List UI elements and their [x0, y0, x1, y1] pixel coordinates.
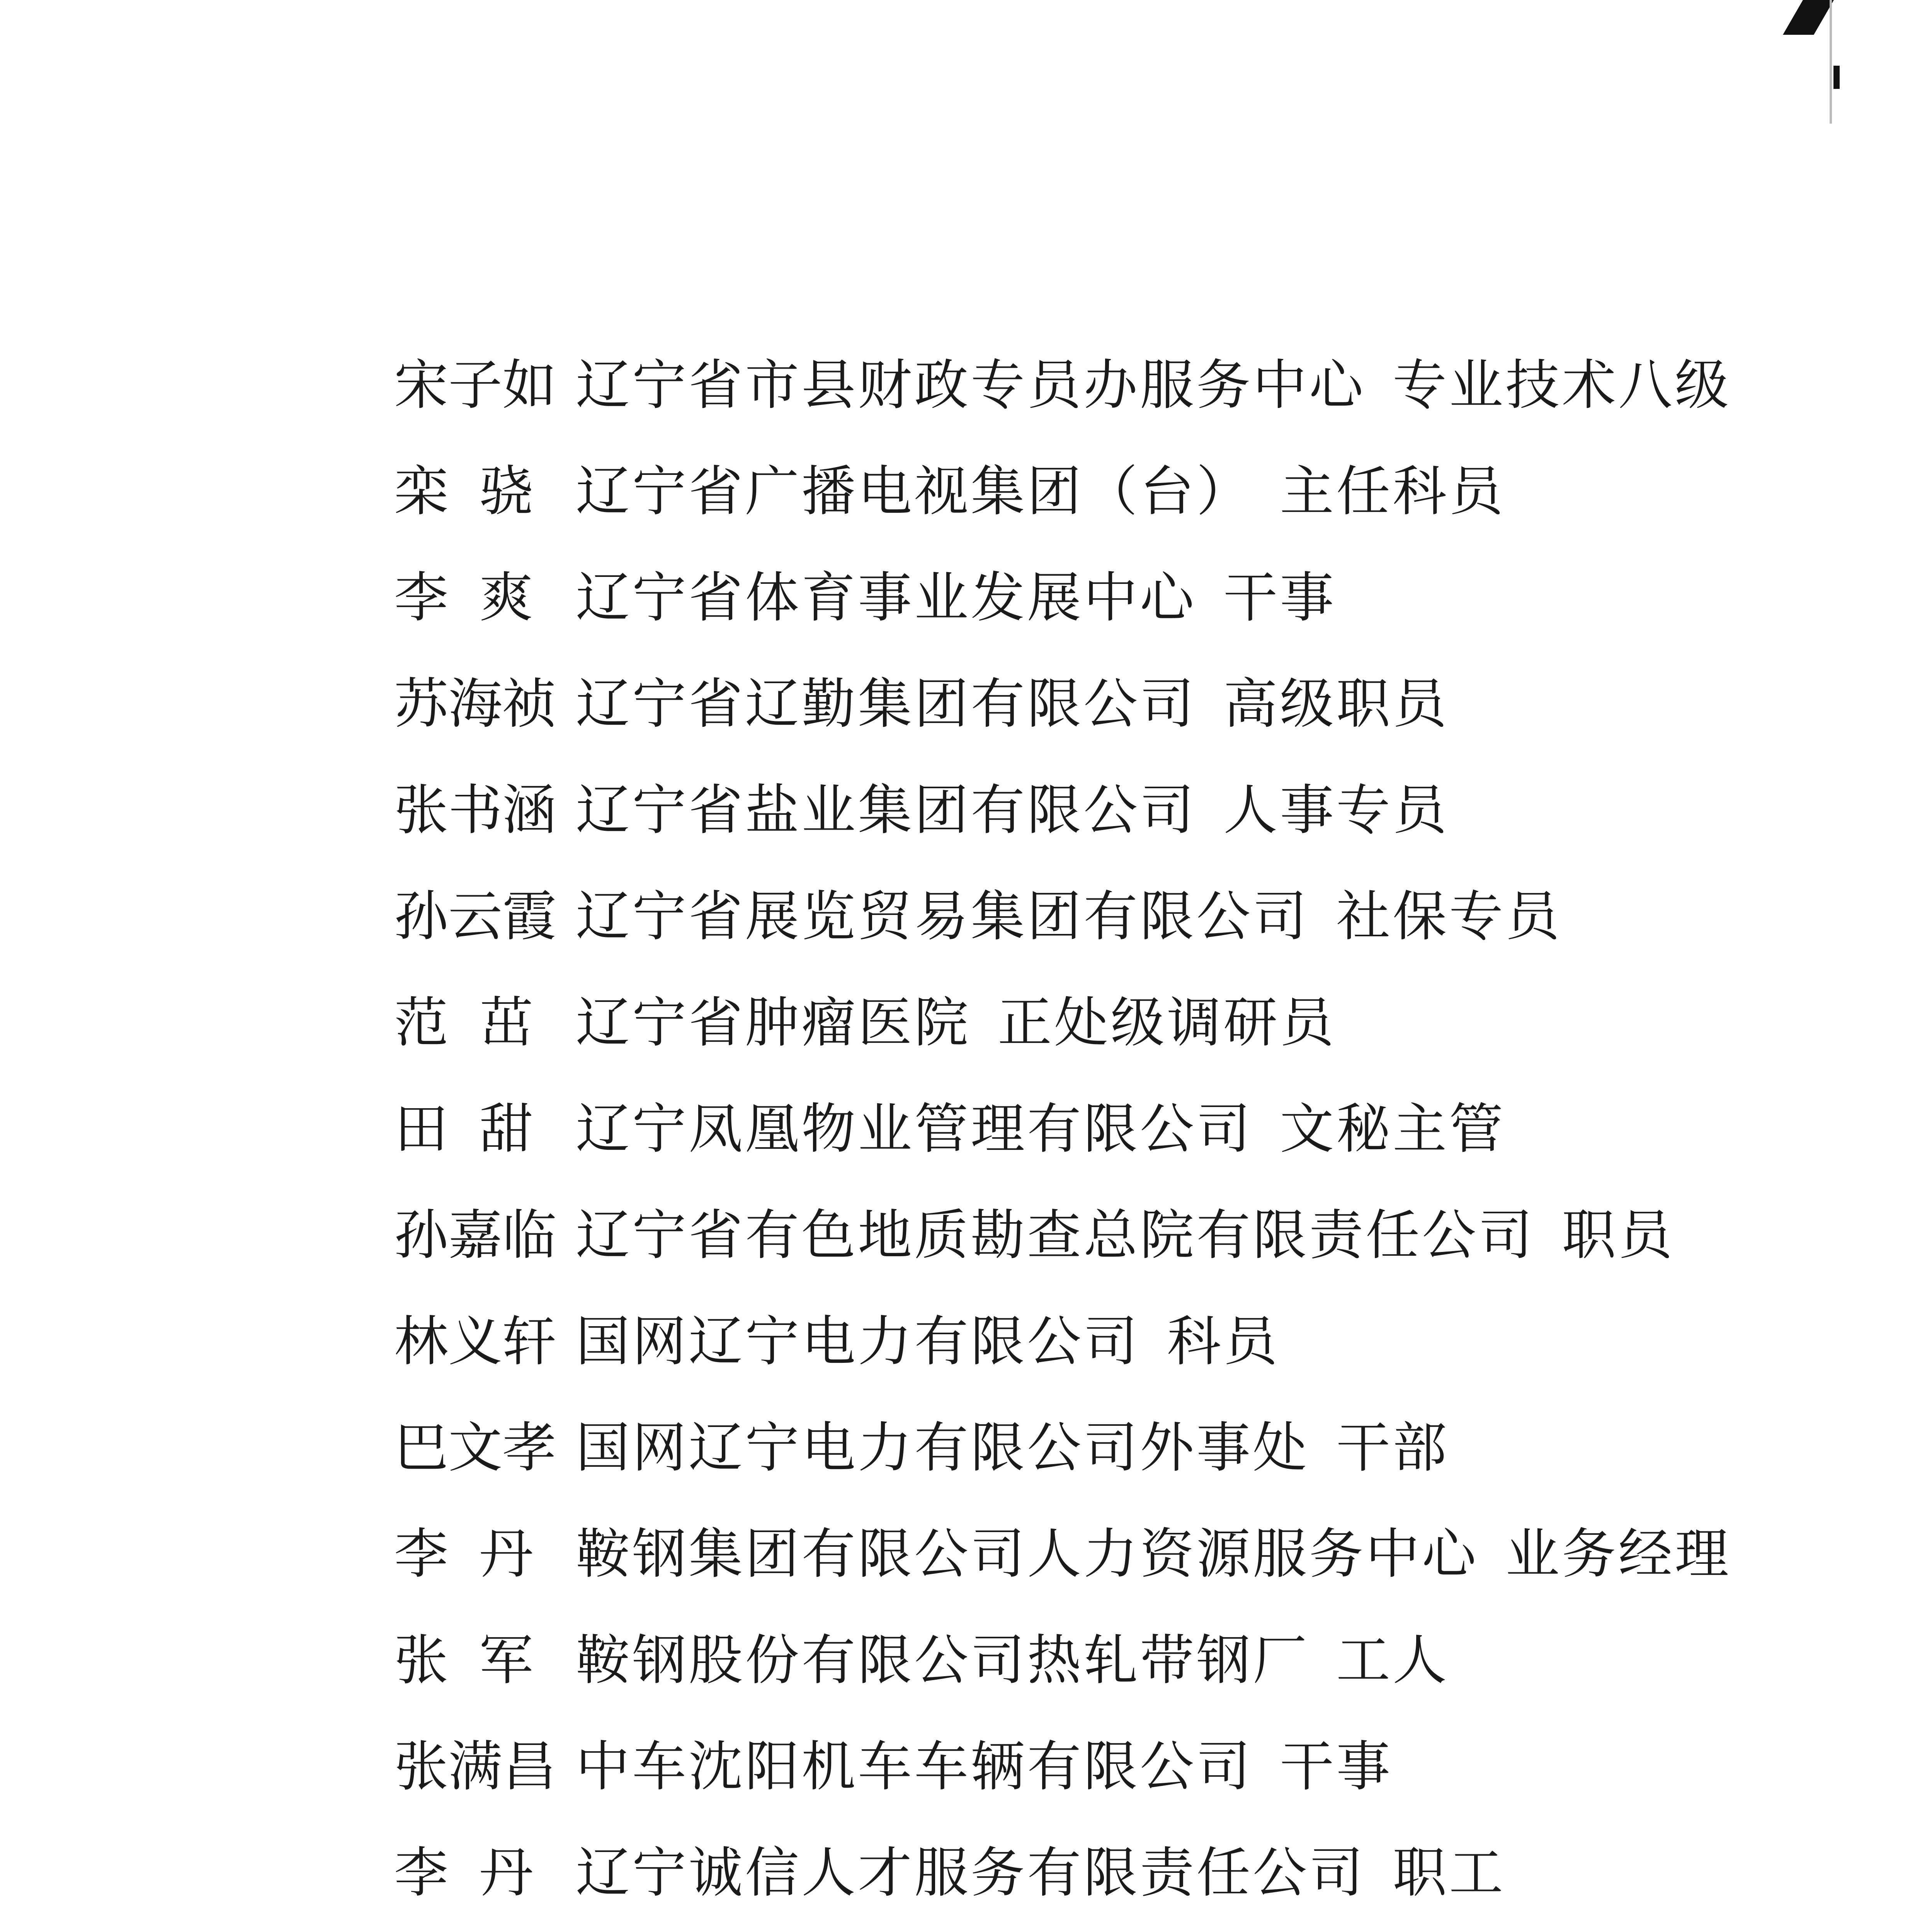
scan-edge-artifact [1833, 66, 1840, 89]
job-title: 专业技术八级 [1393, 354, 1731, 417]
organization: 鞍钢股份有限公司热轧带钢厂 [576, 1629, 1310, 1692]
name-list [394, 332, 1747, 1932]
organization: 辽宁凤凰物业管理有限公司 [576, 1097, 1253, 1161]
organization: 辽宁省广播电视集团（台） [576, 460, 1253, 523]
person-name: 孙嘉临 [394, 1204, 557, 1267]
organization-and-title [576, 672, 1747, 736]
list-item [394, 332, 1747, 439]
job-title: 干事 [1223, 566, 1337, 629]
organization-and-title [576, 566, 1747, 629]
organization: 辽宁诚信人才服务有限责任公司 [576, 1841, 1366, 1905]
organization: 国网辽宁电力有限公司外事处 [576, 1416, 1310, 1480]
job-title: 主任科员 [1280, 460, 1506, 523]
organization: 辽宁省有色地质勘查总院有限责任公司 [576, 1204, 1535, 1267]
list-item [394, 757, 1747, 864]
job-title: 干部 [1336, 1416, 1449, 1480]
organization: 辽宁省市县财政专员办服务中心 [576, 354, 1366, 417]
person-name: 田 甜 [394, 1097, 533, 1161]
organization: 辽宁省展览贸易集团有限公司 [576, 885, 1310, 948]
list-item [394, 1076, 1747, 1182]
organization: 辽宁省盐业集团有限公司 [576, 779, 1197, 842]
person-name: 张 军 [394, 1629, 533, 1692]
person-name: 宋子如 [394, 354, 557, 417]
organization-and-title [576, 779, 1747, 842]
list-item [394, 1714, 1747, 1820]
person-name: 李 丹 [394, 1841, 533, 1905]
person-name: 孙云霞 [394, 885, 557, 948]
job-title: 正处级调研员 [998, 991, 1337, 1054]
person-name: 张满昌 [394, 1735, 557, 1798]
list-item [394, 1501, 1747, 1607]
list-item [394, 439, 1747, 545]
organization: 中车沈阳机车车辆有限公司 [576, 1735, 1253, 1798]
organization-and-title [576, 1522, 1747, 1586]
organization: 辽宁省辽勤集团有限公司 [576, 672, 1197, 736]
organization-and-title [576, 1841, 1747, 1905]
job-title: 科员 [1167, 1310, 1280, 1373]
list-item [394, 545, 1747, 651]
organization-and-title [576, 460, 1747, 523]
list-item [394, 1395, 1747, 1501]
person-name: 张书涵 [394, 779, 557, 842]
organization: 辽宁省体育事业发展中心 [576, 566, 1197, 629]
list-item [394, 1289, 1747, 1395]
scan-edge-line [1830, 0, 1832, 124]
person-name: 苏海祯 [394, 672, 557, 736]
organization-and-title [576, 1204, 1747, 1267]
list-item [394, 1926, 1747, 1932]
job-title: 工人 [1336, 1629, 1449, 1692]
list-item [394, 1820, 1747, 1926]
job-title: 人事专员 [1223, 779, 1449, 842]
person-name: 李 丹 [394, 1522, 533, 1586]
organization-and-title [576, 1097, 1747, 1161]
job-title: 干事 [1280, 1735, 1393, 1798]
list-item [394, 1182, 1747, 1289]
organization-and-title [576, 354, 1747, 417]
job-title: 职员 [1562, 1204, 1675, 1267]
list-item [394, 864, 1747, 970]
list-item [394, 1607, 1747, 1714]
organization: 鞍钢集团有限公司人力资源服务中心 [576, 1522, 1479, 1586]
organization-and-title [576, 1735, 1747, 1798]
organization-and-title [576, 1416, 1747, 1480]
person-name: 范 茁 [394, 991, 533, 1054]
person-name: 巴文孝 [394, 1416, 557, 1480]
person-name: 李 爽 [394, 566, 533, 629]
scan-edge-artifact [1783, 0, 1834, 35]
organization-and-title [576, 1310, 1747, 1373]
job-title: 文秘主管 [1280, 1097, 1506, 1161]
organization-and-title [576, 885, 1747, 948]
job-title: 业务经理 [1505, 1522, 1731, 1586]
person-name: 林义轩 [394, 1310, 557, 1373]
person-name: 栾 骁 [394, 460, 533, 523]
organization: 国网辽宁电力有限公司 [576, 1310, 1140, 1373]
list-item [394, 970, 1747, 1076]
job-title: 高级职员 [1223, 672, 1449, 736]
job-title: 职工 [1393, 1841, 1506, 1905]
job-title: 社保专员 [1336, 885, 1562, 948]
organization: 辽宁省肿瘤医院 [576, 991, 971, 1054]
list-item [394, 651, 1747, 757]
organization-and-title [576, 991, 1747, 1054]
organization-and-title [576, 1629, 1747, 1692]
